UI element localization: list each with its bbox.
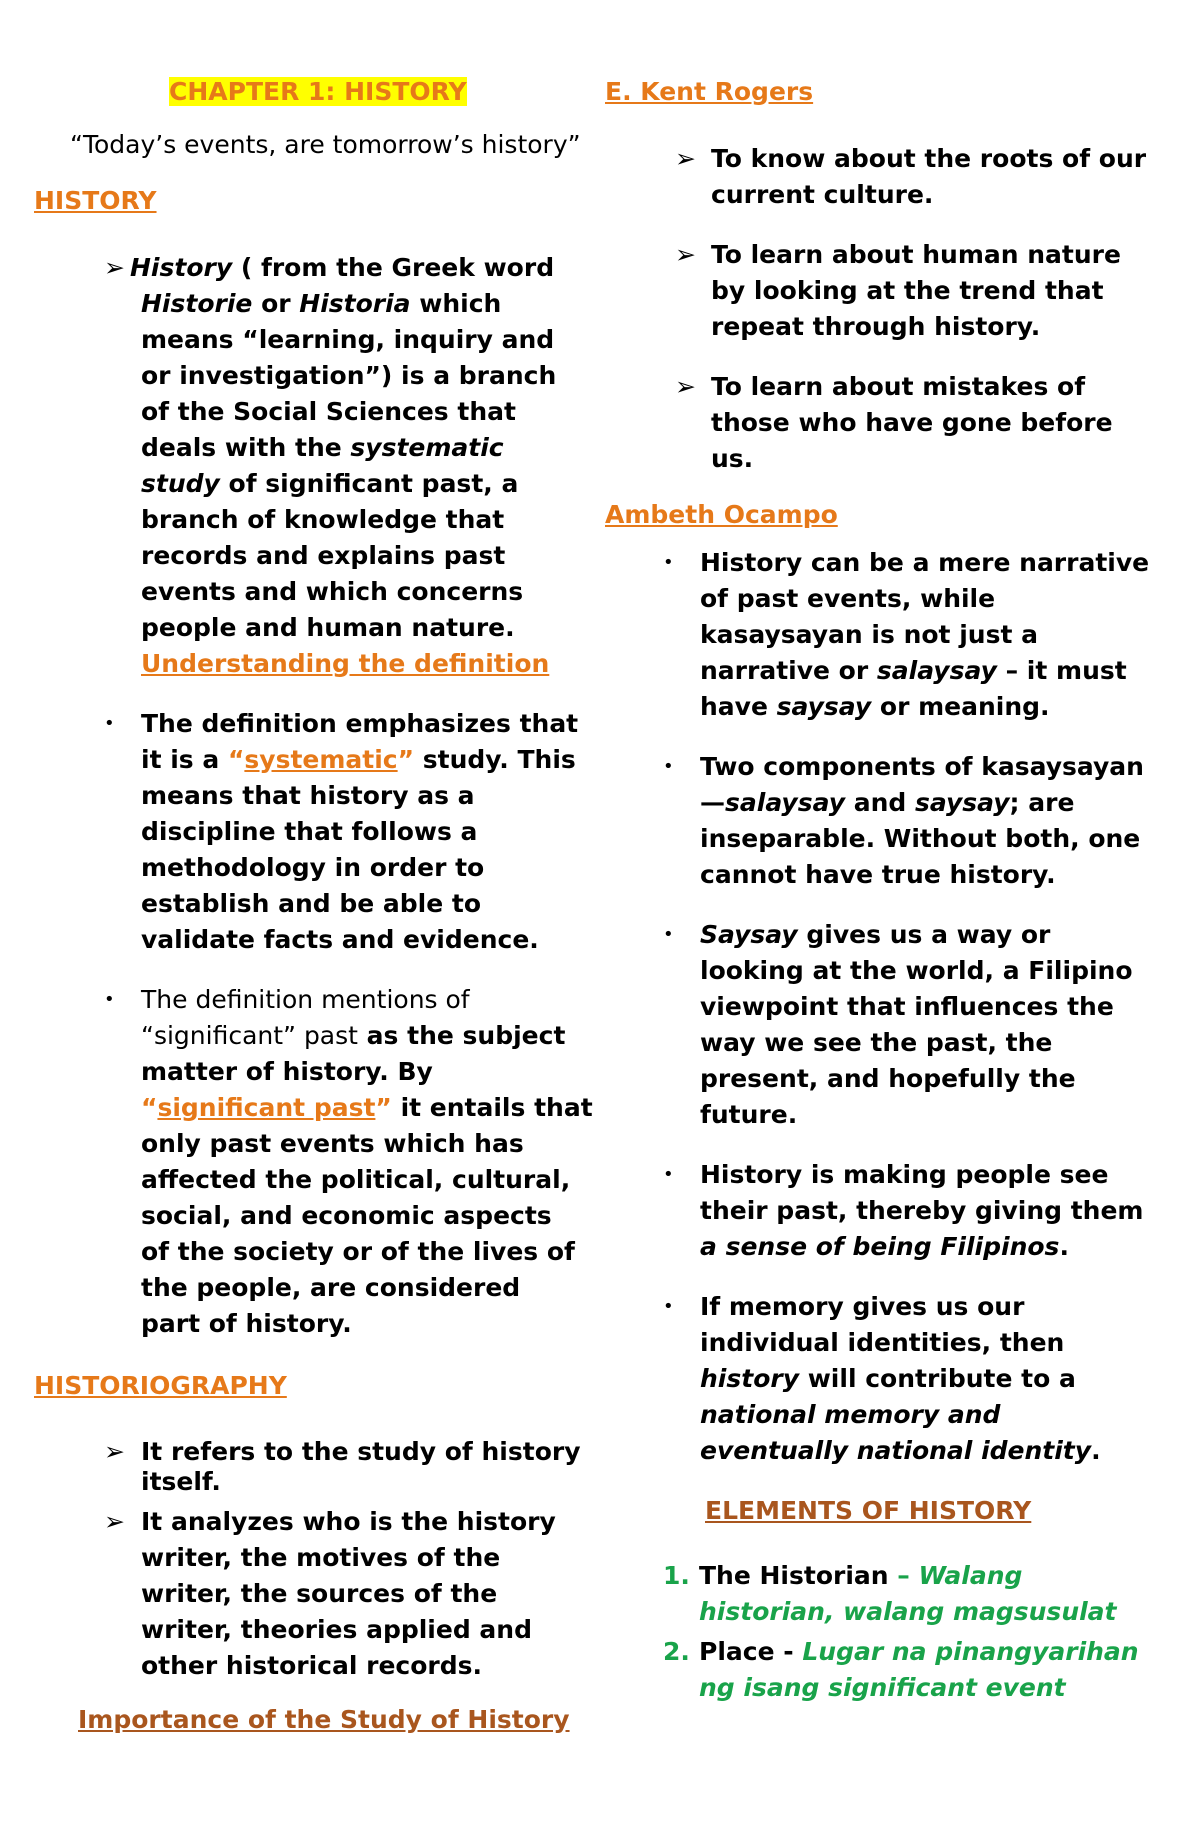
- element-number: 2.: [663, 1637, 690, 1666]
- history-heading: HISTORY: [34, 186, 157, 215]
- definition-line: records and explains past: [141, 541, 506, 570]
- definition-line: of the Social Sciences that: [141, 397, 516, 426]
- ocampo-line: Saysay gives us a way or: [700, 920, 1051, 949]
- significant-line: social, and economic aspects: [141, 1201, 552, 1230]
- historiography-heading: HISTORIOGRAPHY: [34, 1371, 287, 1400]
- historiography-line: It analyzes who is the history: [141, 1507, 556, 1536]
- bullet-icon: •: [663, 1296, 674, 1317]
- arrow-bullet-icon: ➢: [104, 253, 125, 282]
- ocampo-line: viewpoint that influences the: [700, 992, 1114, 1021]
- element-item: Place - Lugar na pinangyarihan: [699, 1637, 1139, 1666]
- historiography-line: writer, the sources of the: [141, 1579, 498, 1608]
- ocampo-line: their past, thereby giving them: [700, 1196, 1144, 1225]
- ocampo-line: national memory and: [700, 1400, 1001, 1429]
- ocampo-line: present, and hopefully the: [700, 1064, 1076, 1093]
- ocampo-line: inseparable. Without both, one: [700, 824, 1141, 853]
- systematic-line: The definition emphasizes that: [141, 709, 579, 738]
- element-number: 1.: [663, 1561, 690, 1590]
- historiography-line: itself.: [141, 1467, 221, 1496]
- significant-line: part of history.: [141, 1309, 352, 1338]
- ocampo-line: individual identities, then: [700, 1328, 1065, 1357]
- definition-line: Historie or Historia which: [141, 289, 502, 318]
- systematic-line: validate facts and evidence.: [141, 925, 539, 954]
- definition-line: or investigation”) is a branch: [141, 361, 557, 390]
- significant-line: “significant” past as the subject: [141, 1021, 566, 1050]
- systematic-link[interactable]: systematic: [244, 745, 398, 774]
- systematic-line: methodology in order to: [141, 853, 485, 882]
- element-note: historian, walang magsusulat: [699, 1597, 1117, 1626]
- significant-line: only past events which has: [141, 1129, 524, 1158]
- bullet-icon: •: [104, 989, 115, 1010]
- definition-line: branch of knowledge that: [141, 505, 505, 534]
- ocampo-line: —salaysay and saysay; are: [700, 788, 1075, 817]
- significant-line: affected the political, cultural,: [141, 1165, 571, 1194]
- historiography-line: It refers to the study of history: [141, 1437, 581, 1466]
- ocampo-line: History can be a mere narrative: [700, 548, 1150, 577]
- significant-line: matter of history. By: [141, 1057, 433, 1086]
- bullet-icon: •: [663, 756, 674, 777]
- bullet-icon: •: [663, 1164, 674, 1185]
- rogers-line: by looking at the trend that: [711, 276, 1104, 305]
- understanding-heading: Understanding the definition: [141, 649, 550, 678]
- bullet-icon: •: [104, 713, 115, 734]
- ocampo-line: history will contribute to a: [700, 1364, 1076, 1393]
- rogers-heading: E. Kent Rogers: [605, 77, 814, 106]
- arrow-bullet-icon: ➢: [675, 144, 696, 173]
- rogers-line: us.: [711, 444, 754, 473]
- systematic-line: establish and be able to: [141, 889, 482, 918]
- ocampo-line: have saysay or meaning.: [700, 692, 1050, 721]
- rogers-line: those who have gone before: [711, 408, 1113, 437]
- arrow-bullet-icon: ➢: [675, 372, 696, 401]
- systematic-line: it is a “systematic” study. This: [141, 745, 576, 774]
- arrow-bullet-icon: ➢: [104, 1507, 125, 1536]
- bullet-icon: •: [663, 552, 674, 573]
- ocampo-line: History is making people see: [700, 1160, 1109, 1189]
- quote: “Today’s events, are tomorrow’s history”: [70, 130, 581, 159]
- element-item: The Historian – Walang: [699, 1561, 1023, 1590]
- ocampo-heading: Ambeth Ocampo: [605, 500, 838, 529]
- importance-heading: Importance of the Study of History: [78, 1705, 570, 1734]
- significant-line: “significant past” it entails that: [141, 1093, 593, 1122]
- ocampo-line: looking at the world, a Filipino: [700, 956, 1133, 985]
- definition-line: History ( from the Greek word: [130, 253, 555, 282]
- element-note: ng isang significant event: [699, 1673, 1066, 1702]
- rogers-line: repeat through history.: [711, 312, 1041, 341]
- significant-line: the people, are considered: [141, 1273, 521, 1302]
- rogers-line: To learn about mistakes of: [711, 372, 1086, 401]
- ocampo-line: kasaysayan is not just a: [700, 620, 1038, 649]
- elements-heading: ELEMENTS OF HISTORY: [705, 1496, 1032, 1525]
- historiography-line: writer, the motives of the: [141, 1543, 501, 1572]
- systematic-line: discipline that follows a: [141, 817, 478, 846]
- ocampo-line: future.: [700, 1100, 798, 1129]
- significant-line: The definition mentions of: [141, 985, 470, 1014]
- rogers-line: To learn about human nature: [711, 240, 1121, 269]
- definition-line: study of significant past, a: [141, 469, 519, 498]
- ocampo-line: If memory gives us our: [700, 1292, 1025, 1321]
- chapter-title: CHAPTER 1: HISTORY: [169, 77, 467, 106]
- definition-line: means “learning, inquiry and: [141, 325, 555, 354]
- historiography-line: other historical records.: [141, 1651, 483, 1680]
- arrow-bullet-icon: ➢: [675, 240, 696, 269]
- ocampo-line: narrative or salaysay – it must: [700, 656, 1127, 685]
- bullet-icon: •: [663, 924, 674, 945]
- definition-line: events and which concerns: [141, 577, 524, 606]
- ocampo-line: cannot have true history.: [700, 860, 1056, 889]
- rogers-line: current culture.: [711, 180, 934, 209]
- definition-line: people and human nature.: [141, 613, 515, 642]
- rogers-line: To know about the roots of our: [711, 144, 1147, 173]
- arrow-bullet-icon: ➢: [104, 1437, 125, 1466]
- significant-line: of the society or of the lives of: [141, 1237, 575, 1266]
- ocampo-line: a sense of being Filipinos.: [700, 1232, 1069, 1261]
- systematic-line: means that history as a: [141, 781, 475, 810]
- ocampo-line: way we see the past, the: [700, 1028, 1053, 1057]
- definition-line: deals with the systematic: [141, 433, 504, 462]
- ocampo-line: of past events, while: [700, 584, 996, 613]
- ocampo-line: Two components of kasaysayan: [700, 752, 1144, 781]
- significant-past-link[interactable]: significant past: [157, 1093, 376, 1122]
- historiography-line: writer, theories applied and: [141, 1615, 532, 1644]
- ocampo-line: eventually national identity.: [700, 1436, 1101, 1465]
